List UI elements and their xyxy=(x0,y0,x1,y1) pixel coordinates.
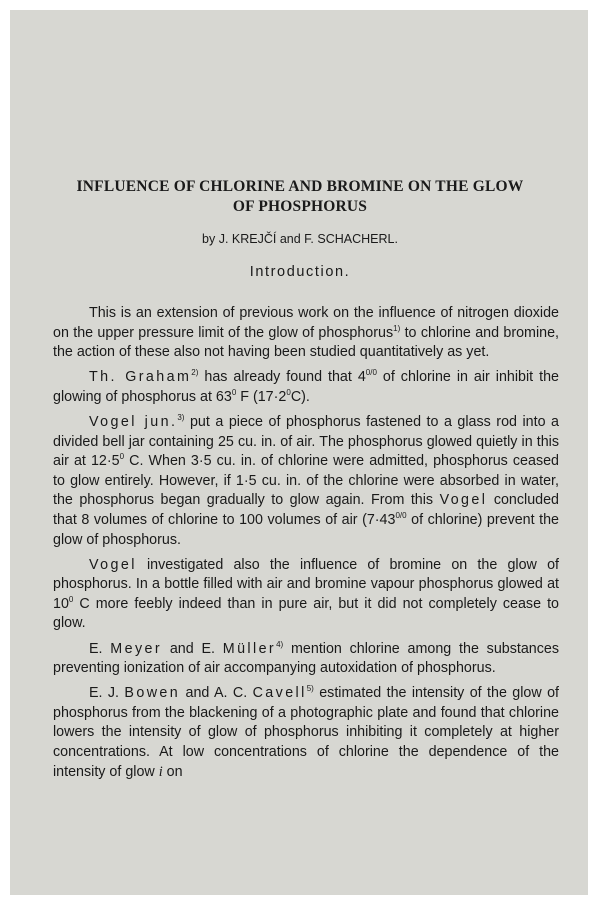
paragraph-6 xyxy=(53,684,559,782)
author-name-meyer: Meyer xyxy=(110,640,163,657)
author-name-vogel: Vogel xyxy=(439,492,488,509)
title-line-2: OF PHOSPHORUS xyxy=(232,198,368,215)
paragraph-2 xyxy=(53,368,559,407)
degree-mark: 0 xyxy=(231,387,237,397)
percent-sign: 0/0 xyxy=(395,510,407,520)
footnote-ref-3: 3) xyxy=(177,412,185,422)
author-name-vogel: Vogel jun. xyxy=(89,413,178,430)
p3-text-d: of chlorine) prevent the glow of phosphorus. xyxy=(53,511,560,548)
p2-text-d: F (17·2 xyxy=(236,388,287,405)
footnote-ref-1: 1) xyxy=(393,323,401,333)
percent-sign: 0/0 xyxy=(365,368,377,378)
author-name-graham: Th. Graham xyxy=(89,369,192,386)
paragraph-4 xyxy=(53,556,559,634)
paragraph-1 xyxy=(53,304,559,363)
author-name-cavell: Cavell xyxy=(252,685,307,702)
p2-text-b: has already found that 4 xyxy=(198,369,366,386)
author-name-muller: Müller xyxy=(222,640,277,657)
author-name-vogel: Vogel xyxy=(89,556,137,573)
variable-i: i xyxy=(158,763,163,780)
page-sheet xyxy=(10,10,588,895)
p3-text-c: concluded that 8 volumes of chlorine to 100 volumes of air (7·43 xyxy=(53,492,560,528)
p4-text-a: investigated also the influence of bromine on the glow of phosphorus. In a bottle filled with air and bromine vapour phosphorus glowed at 10 xyxy=(53,556,559,612)
degree-mark: 0 xyxy=(68,594,74,604)
section-heading: Introduction. xyxy=(249,264,351,280)
p5-text-a: E. xyxy=(89,640,111,657)
paragraph-3 xyxy=(53,413,559,550)
p5-text-c: mention chlorine among the substances preventing ionization of air accompanying autoxidation of phosphorus. xyxy=(53,640,560,677)
title-line-1: INFLUENCE OF CHLORINE AND BROMINE ON THE GLOW xyxy=(76,178,524,195)
footnote-ref-2: 2) xyxy=(191,368,199,378)
footnote-ref-4: 4) xyxy=(276,639,284,649)
p5-text-b: and E. xyxy=(162,640,223,657)
author-name-bowen: Bowen xyxy=(124,685,181,702)
p6-text-d: on xyxy=(162,763,183,780)
p6-text-a: E. J. xyxy=(89,685,125,702)
p3-text-b: C. When 3·5 cu. in. of chlorine were admitted, phosphorus ceased to glow entirely. However, if 1·5 cu. in. of the chlorine were absorbed in water, the phosphorus began gradually to glow again. From this xyxy=(53,453,560,509)
degree-mark: 0 xyxy=(119,452,125,462)
footnote-ref-5: 5) xyxy=(306,684,314,694)
p3-text-a: put a piece of phosphorus fastened to a glass rod into a divided bell jar containing 25 cu. in. of air. The phosphorus glowed quietly in this air at 12·5 xyxy=(53,413,559,470)
p6-text-b: and A. C. xyxy=(180,685,253,702)
authors-line: by J. KREJČÍ and F. SCHACHERL. xyxy=(202,232,398,246)
p4-text-b: C more feebly indeed than in pure air, but it did not completely cease to glow. xyxy=(53,595,559,632)
p1-text-b: to chlorine and bromine, the action of these also not having been studied quantitatively as yet. xyxy=(53,324,560,361)
p1-text-a: This is an extension of previous work on the influence of nitrogen dioxide on the upper pressure limit of the glow of phosphorus xyxy=(53,305,559,341)
body-text xyxy=(53,304,559,788)
paragraph-5 xyxy=(53,640,559,679)
degree-mark: 0 xyxy=(286,387,291,397)
paper-title xyxy=(40,177,560,217)
p2-text-c: of chlorine in air inhibit the glowing of phosphorus at 63 xyxy=(53,369,559,405)
p6-text-c: estimated the intensity of the glow of phosphorus from the blackening of a photographic plate and found that chlorine lowers the intensity of glow of phosphorus inhibiting it completely at higher concentrations. At low concentrations of chlorine the dependence of the intensity of glow xyxy=(53,685,559,780)
p2-text-e: C). xyxy=(290,388,310,405)
